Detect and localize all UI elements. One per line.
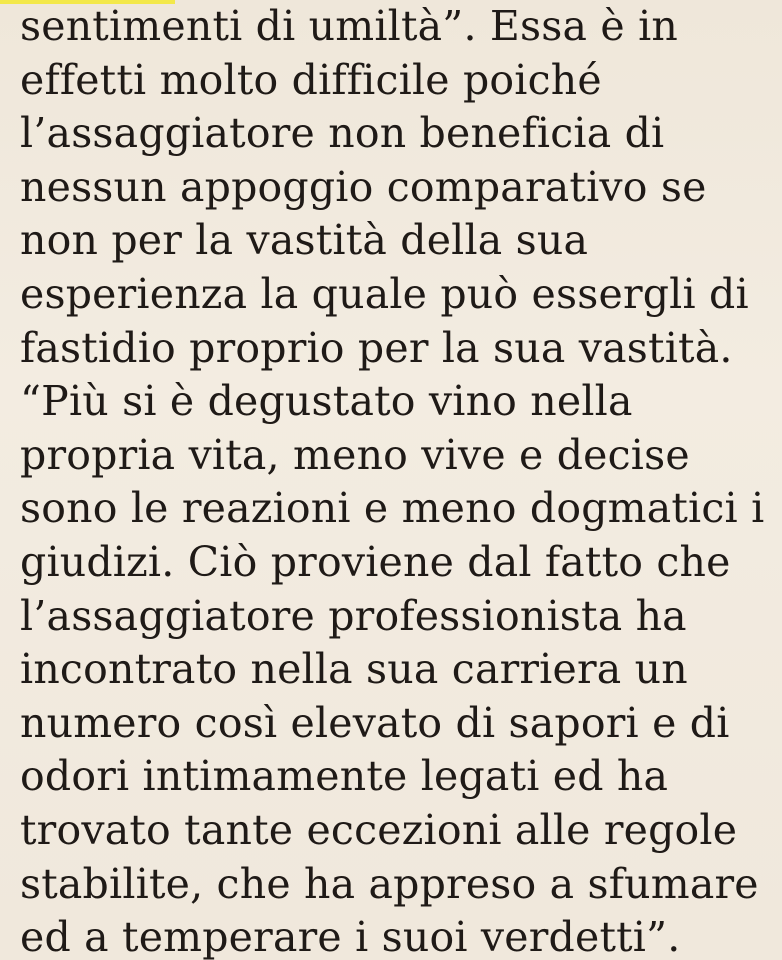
text-line: ed a temperare i suoi verdetti”.	[20, 913, 681, 960]
text-line: l’assaggiatore professionista ha	[20, 591, 687, 640]
text-line: stabilite, che ha appreso a sfumare	[20, 859, 759, 908]
text-line: nessun appoggio comparativo se	[20, 162, 707, 211]
text-line: fastidio proprio per la sua vastità.	[20, 323, 733, 372]
text-line: effetti molto difficile poiché	[20, 55, 602, 104]
body-text	[20, 0, 782, 960]
text-line: “Più si è degustato vino nella	[20, 377, 633, 426]
text-line: numero così elevato di sapori e di	[20, 698, 730, 747]
text-line: propria vita, meno vive e decise	[20, 430, 690, 479]
text-line: non per la vastità della sua	[20, 216, 589, 265]
text-line: odori intimamente legati ed ha	[20, 752, 669, 801]
text-line: sentimenti di umiltà”. Essa è in	[20, 2, 679, 50]
text-line: sono le reazioni e meno dogmatici i	[20, 484, 765, 533]
text-line: trovato tante eccezioni alle regole	[20, 805, 738, 854]
text-line: incontrato nella sua carriera un	[20, 645, 688, 694]
text-line: esperienza la quale può essergli di	[20, 269, 749, 318]
text-line: giudizi. Ciò proviene dal fatto che	[20, 537, 731, 586]
text-line: l’assaggiatore non beneficia di	[20, 109, 665, 158]
